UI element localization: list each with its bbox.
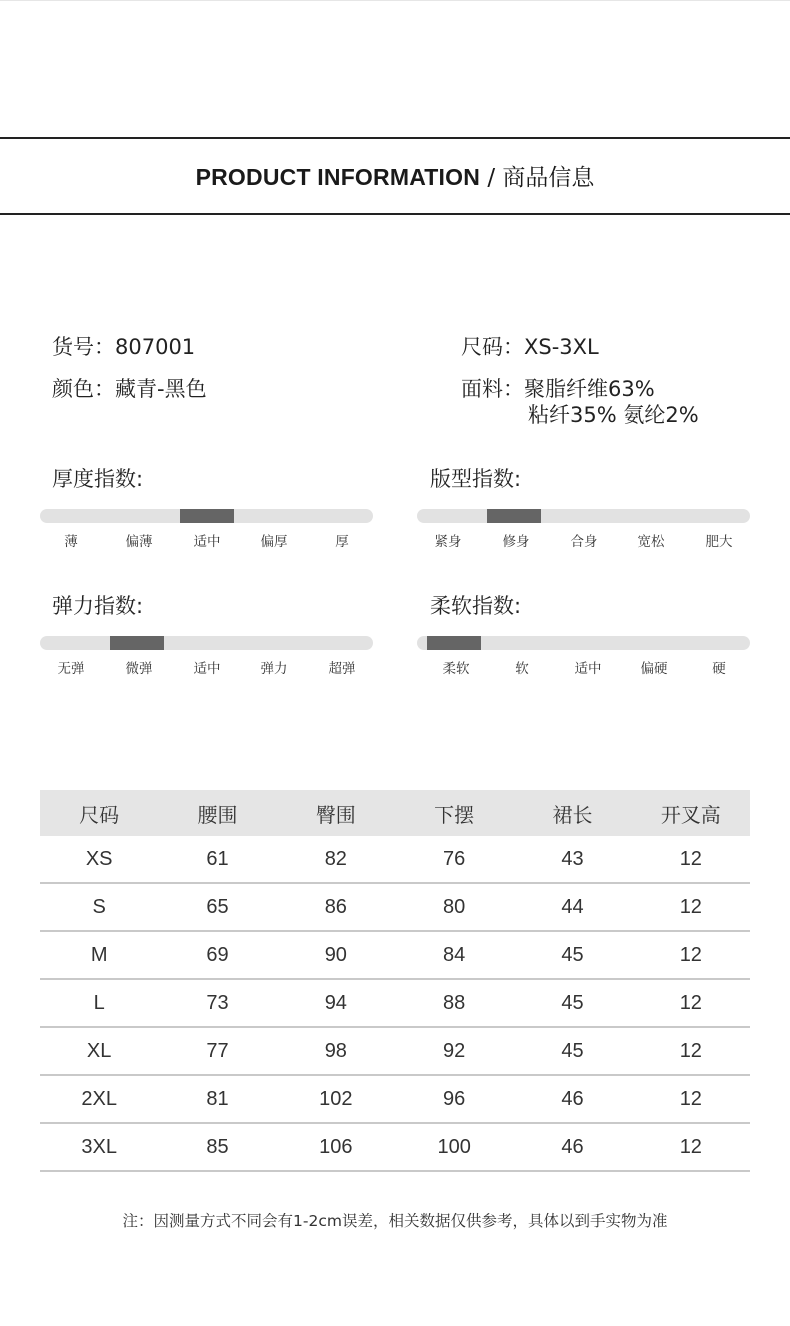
fit-gauge-track <box>417 509 750 523</box>
table-row <box>40 883 750 931</box>
table-cell: 76 <box>395 836 513 883</box>
thickness-tick: 厚 <box>335 534 349 550</box>
fabric-line-2: 粘纤35% 氨纶2% <box>528 403 699 427</box>
color-label: 颜色： <box>52 377 115 401</box>
banner-bottom-rule <box>0 213 790 215</box>
table-cell: XS <box>40 836 158 883</box>
softness-gauge-title: 柔软指数: <box>430 594 522 618</box>
table-cell: 102 <box>277 1075 395 1123</box>
table-cell: 12 <box>632 979 750 1027</box>
page-title-separator: / <box>487 165 496 191</box>
size-table-header-cell: 腰围 <box>158 790 276 836</box>
table-cell: 73 <box>158 979 276 1027</box>
fabric-info <box>461 376 655 402</box>
table-cell: 84 <box>395 931 513 979</box>
softness-gauge-indicator <box>427 636 481 650</box>
table-cell: 12 <box>632 1027 750 1075</box>
fit-tick: 修身 <box>502 534 530 550</box>
table-row <box>40 979 750 1027</box>
table-cell: 44 <box>513 883 631 931</box>
table-cell: 94 <box>277 979 395 1027</box>
table-row <box>40 836 750 883</box>
softness-tick: 柔软 <box>442 661 470 677</box>
table-cell: 46 <box>513 1075 631 1123</box>
table-row <box>40 1075 750 1123</box>
softness-tick: 偏硬 <box>640 661 668 677</box>
table-cell: 45 <box>513 1027 631 1075</box>
table-cell: 88 <box>395 979 513 1027</box>
item-number-value: 807001 <box>115 335 196 359</box>
fabric-label: 面料： <box>461 377 524 401</box>
table-row <box>40 1123 750 1171</box>
table-cell: 45 <box>513 931 631 979</box>
fabric-line-1: 聚脂纤维63% <box>524 377 655 401</box>
table-cell: 81 <box>158 1075 276 1123</box>
size-table-header-cell: 尺码 <box>40 790 158 836</box>
thickness-gauge-track <box>40 509 373 523</box>
table-cell: 65 <box>158 883 276 931</box>
softness-tick: 硬 <box>712 661 726 677</box>
table-cell: XL <box>40 1027 158 1075</box>
fit-tick: 宽松 <box>637 534 665 550</box>
table-cell: 80 <box>395 883 513 931</box>
thickness-tick: 适中 <box>193 534 221 550</box>
size-table-header-cell: 裙长 <box>513 790 631 836</box>
size-range <box>461 334 599 360</box>
thickness-tick: 薄 <box>64 534 78 550</box>
table-cell: 106 <box>277 1123 395 1171</box>
table-cell: L <box>40 979 158 1027</box>
table-cell: 2XL <box>40 1075 158 1123</box>
elasticity-gauge-indicator <box>110 636 164 650</box>
table-row <box>40 1027 750 1075</box>
thickness-tick: 偏薄 <box>125 534 153 550</box>
table-cell: 45 <box>513 979 631 1027</box>
page-title-english: PRODUCT INFORMATION <box>195 164 481 190</box>
table-cell: 69 <box>158 931 276 979</box>
table-cell: 77 <box>158 1027 276 1075</box>
size-table-header-cell: 下摆 <box>395 790 513 836</box>
thickness-gauge-title: 厚度指数: <box>52 467 144 491</box>
table-cell: 12 <box>632 836 750 883</box>
elasticity-tick: 超弹 <box>328 661 356 677</box>
fit-tick: 肥大 <box>705 534 733 550</box>
table-cell: 85 <box>158 1123 276 1171</box>
table-row <box>40 931 750 979</box>
table-cell: 46 <box>513 1123 631 1171</box>
thickness-tick: 偏厚 <box>260 534 288 550</box>
fit-gauge-indicator <box>487 509 541 523</box>
table-cell: 43 <box>513 836 631 883</box>
banner-top-rule <box>0 137 790 139</box>
table-cell: 12 <box>632 931 750 979</box>
table-cell: 86 <box>277 883 395 931</box>
elasticity-gauge-title: 弹力指数: <box>52 594 144 618</box>
table-cell: 90 <box>277 931 395 979</box>
table-cell: 3XL <box>40 1123 158 1171</box>
size-table-header-cell: 开叉高 <box>632 790 750 836</box>
size-range-label: 尺码： <box>461 335 524 359</box>
measurement-note: 注：因测量方式不同会有1-2cm误差，相关数据仅供参考，具体以到手实物为准 <box>122 1212 668 1230</box>
table-cell: S <box>40 883 158 931</box>
item-number <box>52 334 195 360</box>
fit-gauge-title: 版型指数: <box>430 467 522 491</box>
fit-tick: 合身 <box>570 534 598 550</box>
table-cell: 61 <box>158 836 276 883</box>
elasticity-gauge-track <box>40 636 373 650</box>
elasticity-tick: 弹力 <box>260 661 288 677</box>
size-table-header-cell: 臀围 <box>277 790 395 836</box>
elasticity-tick: 无弹 <box>57 661 85 677</box>
table-cell: 92 <box>395 1027 513 1075</box>
page-title-chinese: 商品信息 <box>502 165 595 191</box>
table-cell: 98 <box>277 1027 395 1075</box>
fit-tick: 紧身 <box>434 534 462 550</box>
color-value: 藏青-黑色 <box>115 377 207 401</box>
color-info <box>52 376 207 402</box>
size-range-value: XS-3XL <box>524 335 599 359</box>
thickness-gauge-indicator <box>180 509 234 523</box>
elasticity-tick: 微弹 <box>125 661 153 677</box>
softness-tick: 软 <box>515 661 529 677</box>
table-cell: 96 <box>395 1075 513 1123</box>
softness-tick: 适中 <box>574 661 602 677</box>
table-cell: 12 <box>632 1075 750 1123</box>
table-cell: M <box>40 931 158 979</box>
softness-gauge-track <box>417 636 750 650</box>
elasticity-tick: 适中 <box>193 661 221 677</box>
size-table <box>40 790 750 1172</box>
top-divider <box>0 0 790 1</box>
page-title <box>0 155 790 200</box>
table-cell: 82 <box>277 836 395 883</box>
table-cell: 12 <box>632 883 750 931</box>
item-number-label: 货号： <box>52 335 115 359</box>
table-cell: 12 <box>632 1123 750 1171</box>
table-cell: 100 <box>395 1123 513 1171</box>
size-table-header-row <box>40 790 750 836</box>
